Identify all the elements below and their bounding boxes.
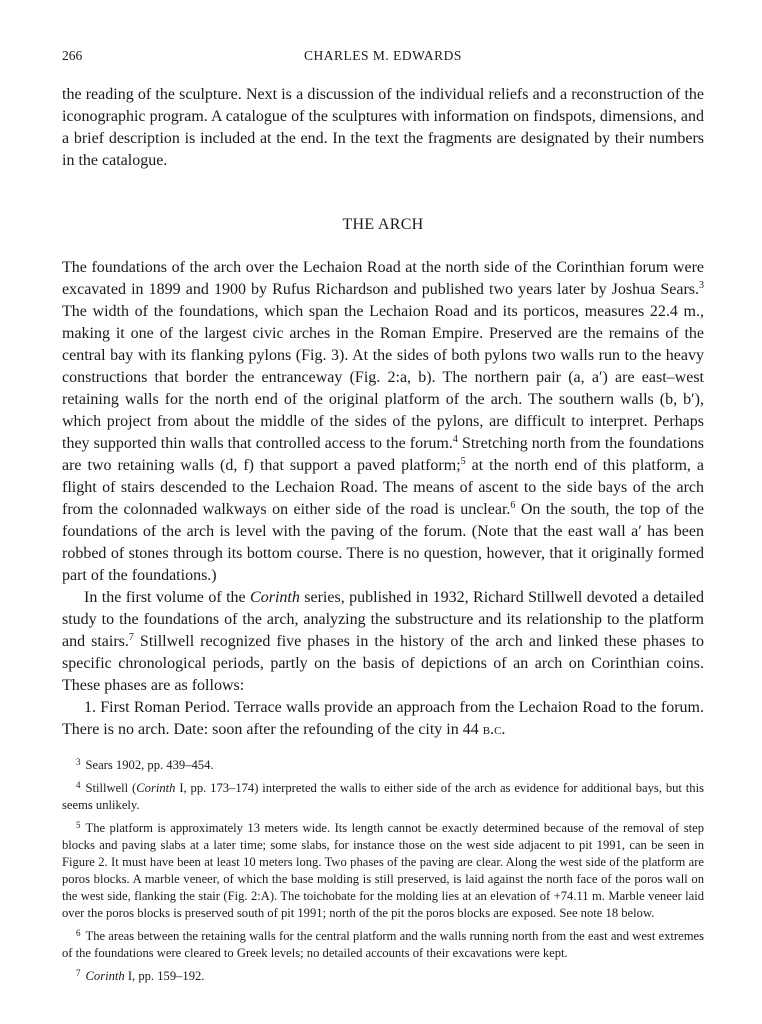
footnote-italic: Corinth xyxy=(85,969,125,983)
footnote-mark: 3 xyxy=(76,757,81,767)
body-paragraph-2 xyxy=(62,587,704,697)
series-title: Corinth xyxy=(250,589,300,606)
footnote-mark: 6 xyxy=(76,928,81,938)
body-paragraph-3 xyxy=(62,697,704,741)
footnote-text: The areas between the retaining walls for the central platform and the walls running north from the east and west extremes of the foundations were cleared to Greek levels; no detailed accounts of their excavations were kept. xyxy=(62,929,704,960)
footnote-ref-5[interactable]: 5 xyxy=(460,456,466,467)
page xyxy=(62,48,704,988)
footnote-5 xyxy=(62,817,704,922)
section-heading: THE ARCH xyxy=(342,216,424,233)
footnote-italic: Corinth xyxy=(136,781,176,795)
footnote-mark: 4 xyxy=(76,780,81,790)
para3-text: 1. First Roman Period. Terrace walls provide an approach from the Lechaion Road to the forum. There is no arch. Date: soon after the refounding of the city in 44 xyxy=(62,699,704,738)
footnote-ref-7[interactable]: 7 xyxy=(128,632,134,643)
para1-text-5: On the south, the top of the foundations of the arch is level with the paving of the forum. (Note that the east wall a′ has been robbed of stones through its bottom course. There is no question, however, that it originally formed part of the foundations.) xyxy=(62,501,705,584)
footnote-text: I, pp. 173–174) interpreted the walls to either side of the arch as evidence for additional bays, but this seems unlikely. xyxy=(62,781,704,812)
footnote-4 xyxy=(62,777,704,814)
para1-text-3: Stretching north from the foundations are two retaining walls (d, f) that support a paved platform; xyxy=(62,435,705,474)
footnote-6 xyxy=(62,925,704,962)
body-paragraph-1 xyxy=(62,257,704,587)
footnote-7 xyxy=(62,965,704,985)
footnote-mark: 7 xyxy=(76,968,81,978)
era-abbreviation: b.c. xyxy=(482,721,506,738)
footnote-mark: 5 xyxy=(76,820,81,830)
footnote-ref-4[interactable]: 4 xyxy=(452,434,458,445)
para1-text-2: The width of the foundations, which span the Lechaion Road and its porticos, measures 22.4 m., making it one of the largest civic arches in the Roman Empire. Preserved are the remains of the central bay with its flanking pylons (Fig. 3). At the sides of both pylons two walls run to the heavy constructions that border the entranceway (Fig. 2:a, b). The northern pair (a, a′) are east–west retaining walls for the north end of the original platform of the arch. The southern walls (b, b′), which project from about the middle of the sides of the pylons, are difficult to interpret. Perhaps they supported thin walls that controlled access to the forum. xyxy=(62,303,704,452)
para2-text-2: series, published in 1932, Richard Stillwell devoted a detailed study to the foundations of the arch, analyzing the substructure and its relationship to the platform and stairs. xyxy=(62,589,704,650)
footnote-ref-6[interactable]: 6 xyxy=(510,500,516,511)
footnote-text: I, pp. 159–192. xyxy=(124,969,205,983)
footnote-text: Sears 1902, pp. 439–454. xyxy=(85,758,214,772)
intro-paragraph: the reading of the sculpture. Next is a discussion of the individual reliefs and a reconstruction of the iconographic program. A catalogue of the sculptures with information on findspots, dimensions, and a brief description is included at the end. In the text the fragments are designated by their numbers in the catalogue. xyxy=(62,86,704,169)
footnote-text: The platform is approximately 13 meters wide. Its length cannot be exactly determined because of the removal of step blocks and paving slabs at a later time; some slabs, for instance those on the west side adjacent to pit 1991, can be seen in Figure 2. It must have been at least 10 meters long. Two phases of the paving are clear. Along the west side of the platform are poros blocks. A marble veneer, of which the base molding is still preserved, is laid against the north face of the poros wall on the west side, flanking the stair (Fig. 2:A). The toichobate for the molding lies at an elevation of +74.11 m. Marble veneer laid over the poros blocks is preserved south of pit 1991; north of the pit the poros blocks are exposed. See note 18 below. xyxy=(62,821,704,920)
para2-text-3: Stillwell recognized five phases in the history of the arch and linked these phases to specific chronological periods, partly on the basis of depictions of an arch on Corinthian coins. These phases are as follows: xyxy=(62,633,705,694)
running-title: CHARLES M. EDWARDS xyxy=(304,48,462,63)
footnotes xyxy=(62,754,704,985)
footnote-ref-3[interactable]: 3 xyxy=(699,280,704,291)
footnote-text: Stillwell ( xyxy=(85,781,137,795)
running-head xyxy=(62,48,704,70)
para2-text-1: In the first volume of the xyxy=(84,589,251,606)
page-number: 266 xyxy=(62,48,83,63)
para1-text-1: The foundations of the arch over the Lechaion Road at the north side of the Corinthian forum were excavated in 1899 and 1900 by Rufus Richardson and published two years later by Joshua Sears. xyxy=(62,259,704,298)
footnote-3 xyxy=(62,754,704,774)
para1-text-4: at the north end of this platform, a flight of stairs descended to the Lechaion Road. The means of ascent to the side bays of the arch from the colonnaded walkways on either side of the road is unclear. xyxy=(62,457,704,518)
